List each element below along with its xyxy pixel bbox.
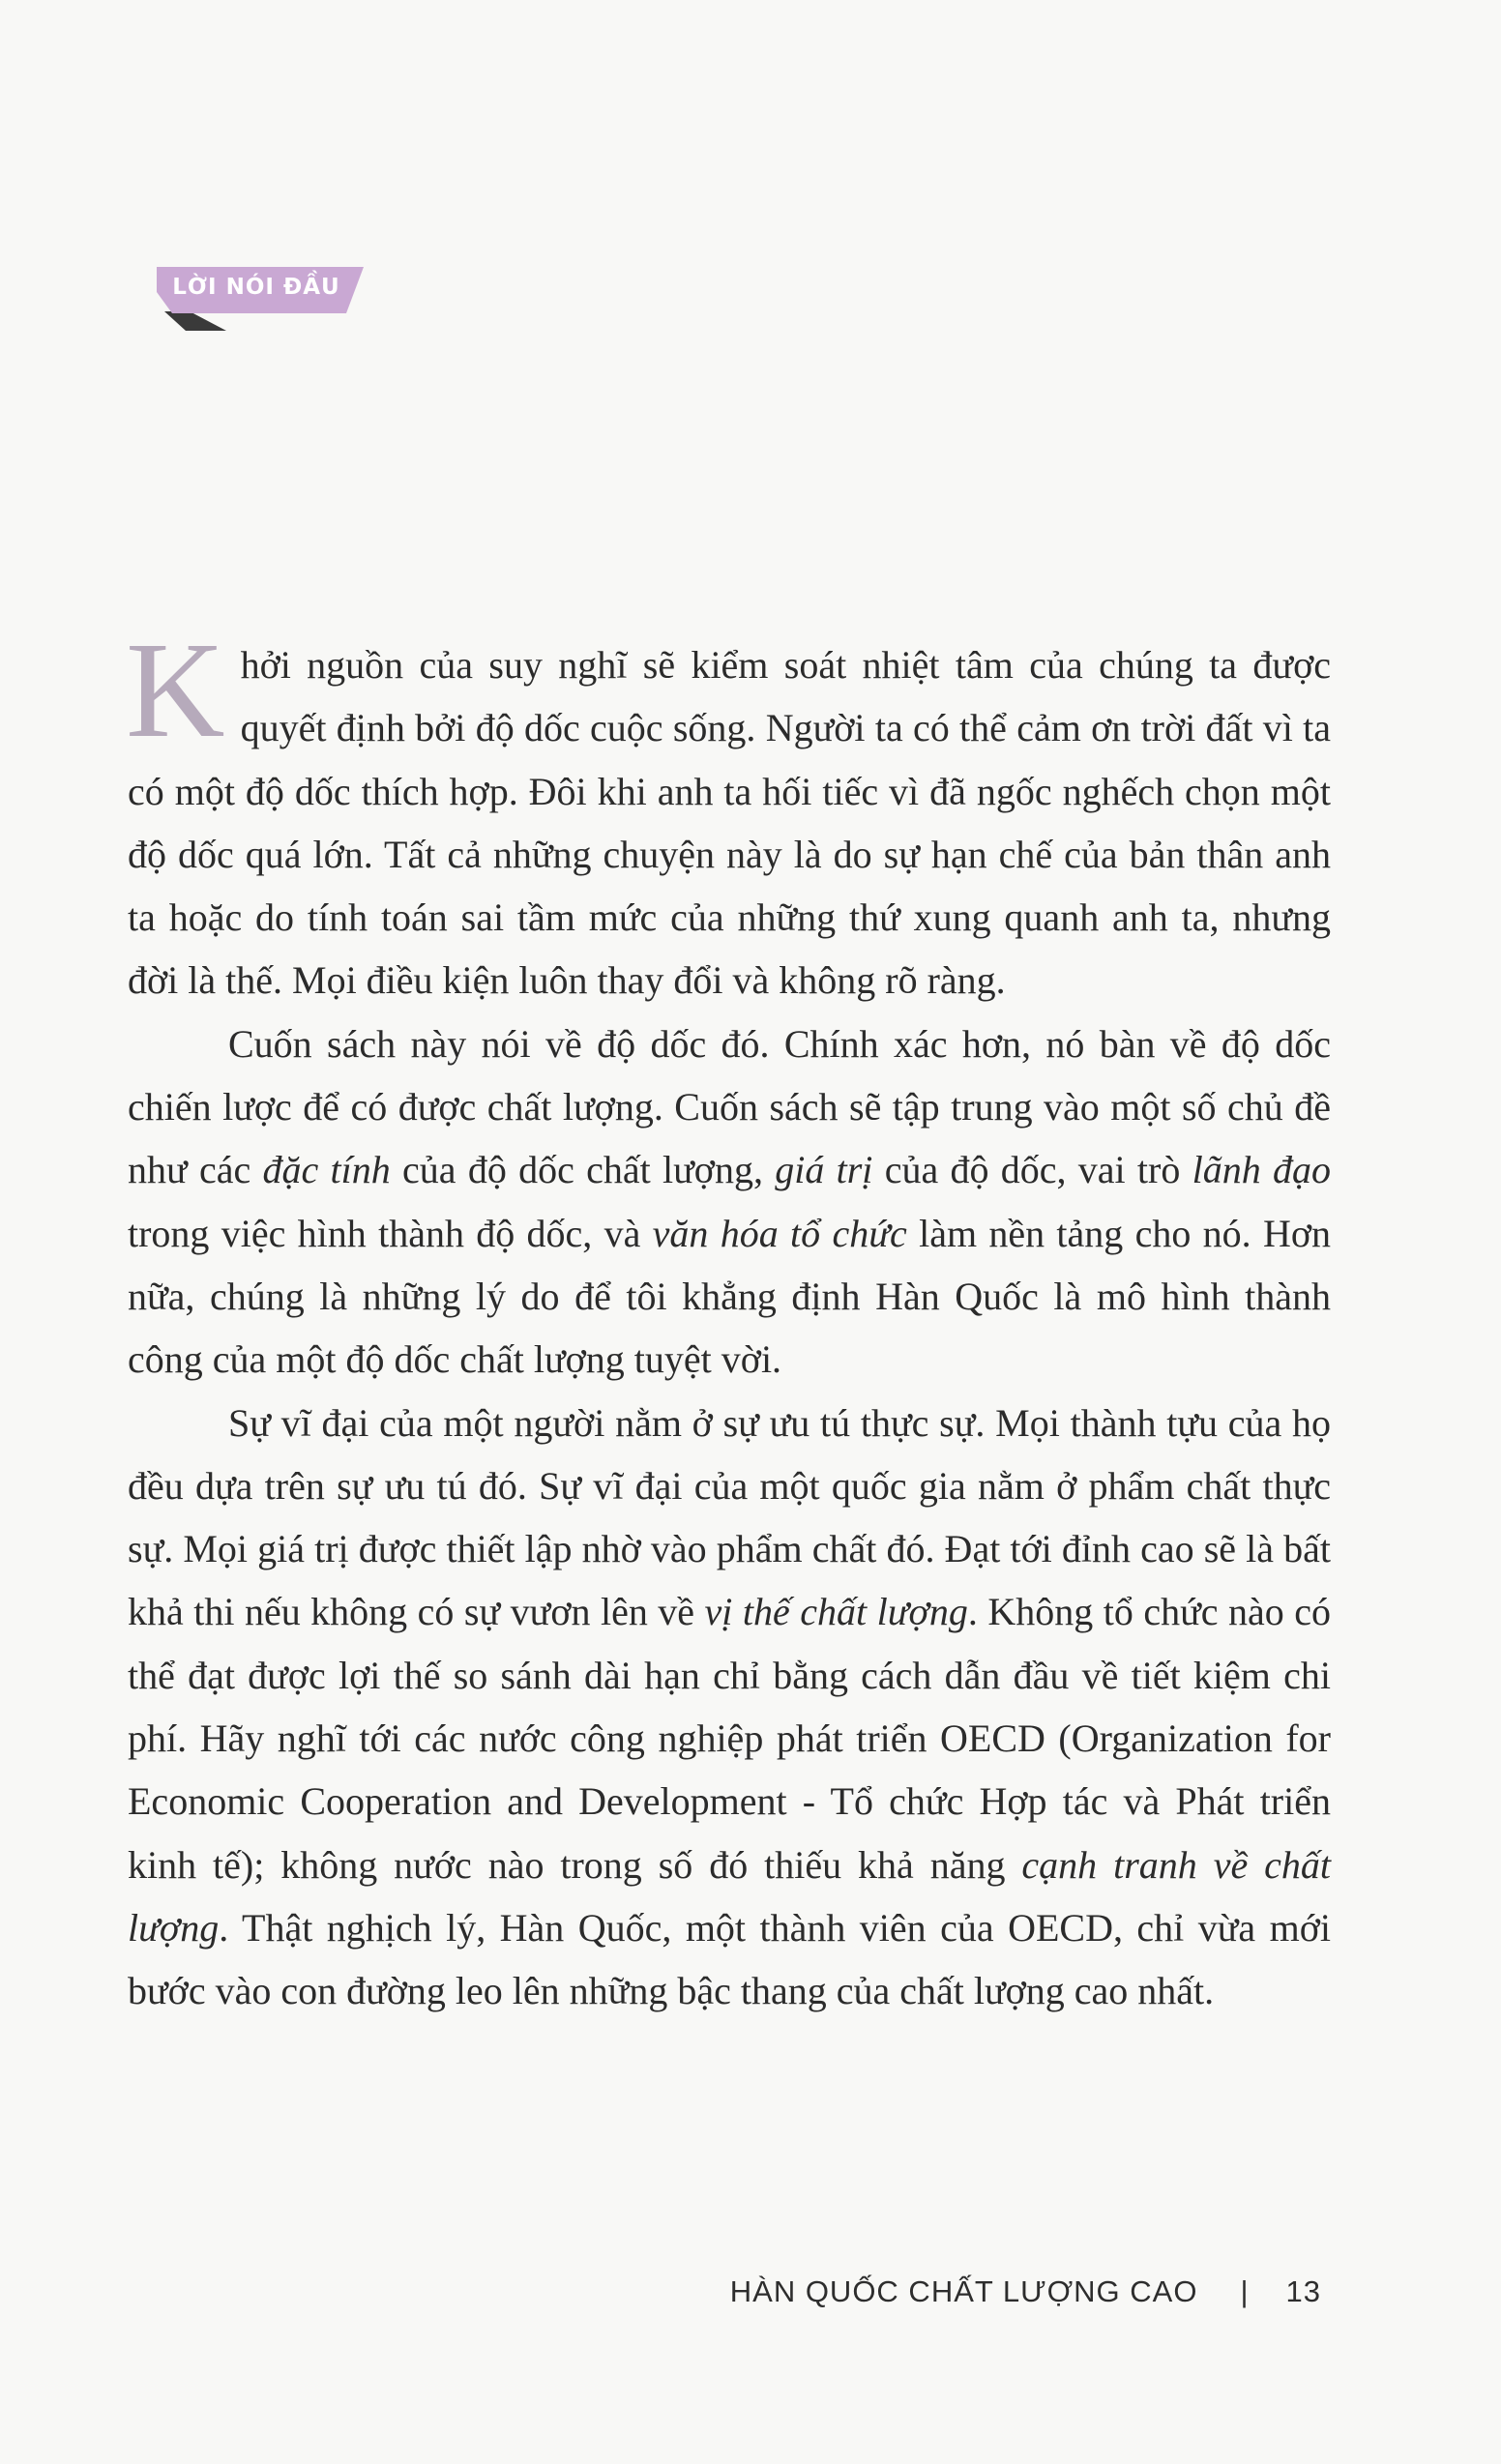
italic-phrase: văn hóa tổ chức bbox=[652, 1211, 907, 1255]
text-run: của độ dốc chất lượng, bbox=[390, 1148, 776, 1192]
text-run: . Không tổ chức nào có thể đạt được lợi thế so sánh dài hạn chỉ bằng cách dẫn đầu về tiết kiệm chi phí. Hãy nghĩ tới các nước công nghiệp phát triển OECD (Organization for Economic Cooperation and Development - Tổ chức Hợp tác và Phát triển kinh tế); không nước nào trong số đó thiếu khả năng bbox=[128, 1590, 1332, 1887]
text-run: trong việc hình thành độ dốc, và bbox=[128, 1211, 653, 1255]
italic-phrase: lãnh đạo bbox=[1192, 1148, 1332, 1192]
section-tag-ribbon bbox=[157, 267, 364, 333]
italic-phrase: giá trị bbox=[775, 1148, 873, 1192]
text-run: Sự vĩ đại của một người nằm ở sự ưu tú thực sự. Mọi thành tựu của họ đều dựa trên sự ưu tú đó. Sự vĩ đại của một quốc gia nằm ở phẩm chất thực sự. Mọi giá trị được thiết lập nhờ vào phẩm chất đó. Đạt tới đỉnh cao sẽ là bất khả thi nếu không có sự vươn lên về bbox=[128, 1400, 1331, 1634]
paragraph bbox=[128, 1392, 1331, 2023]
italic-phrase: vị thế chất lượng bbox=[704, 1590, 968, 1634]
text-run: của độ dốc, vai trò bbox=[872, 1148, 1192, 1192]
text-run: . Thật nghịch lý, Hàn Quốc, một thành viên của OECD, chỉ vừa mới bước vào con đường leo lên những bậc thang của chất lượng cao nhất. bbox=[128, 1905, 1331, 2013]
paragraph bbox=[128, 1012, 1331, 1392]
footer-separator: | bbox=[1240, 2274, 1250, 2308]
footer-book-title: HÀN QUỐC CHẤT LƯỢNG CAO bbox=[729, 2274, 1198, 2308]
ribbon-shadow bbox=[164, 311, 226, 331]
text-run: hởi nguồn của suy nghĩ sẽ kiểm soát nhiệt tâm của chúng ta được quyết định bởi độ dốc cuộc sống. Người ta có thể cảm ơn trời đất vì ta có một độ dốc thích hợp. Đôi khi anh ta hối tiếc vì đã ngốc nghếch chọn một độ dốc quá lớn. Tất cả những chuyện này là do sự hạn chế của bản thân anh ta hoặc do tính toán sai tầm mức của những thứ xung quanh anh ta, nhưng đời là thế. Mọi điều kiện luôn thay đổi và không rõ ràng. bbox=[128, 643, 1331, 1003]
text-run: làm nền tảng cho nó. Hơn nữa, chúng là những lý do để tôi khẳng định Hàn Quốc là mô hình thành công của một độ dốc chất lượng tuyệt vời. bbox=[128, 1211, 1331, 1382]
body-text bbox=[126, 613, 1332, 2023]
running-footer bbox=[730, 2274, 1321, 2309]
section-tag-label: LỜI NÓI ĐẦU bbox=[172, 275, 340, 300]
italic-phrase: cạnh tranh về chất lượng bbox=[128, 1842, 1332, 1950]
page-number: 13 bbox=[1285, 2274, 1321, 2308]
drop-cap: K bbox=[126, 613, 225, 766]
paragraph bbox=[126, 613, 1331, 1012]
italic-phrase: đặc tính bbox=[262, 1148, 391, 1192]
text-run: Cuốn sách này nói về độ dốc đó. Chính xác hơn, nó bàn về độ dốc chiến lược để có được chất lượng. Cuốn sách sẽ tập trung vào một số chủ đề như các bbox=[128, 1021, 1331, 1192]
